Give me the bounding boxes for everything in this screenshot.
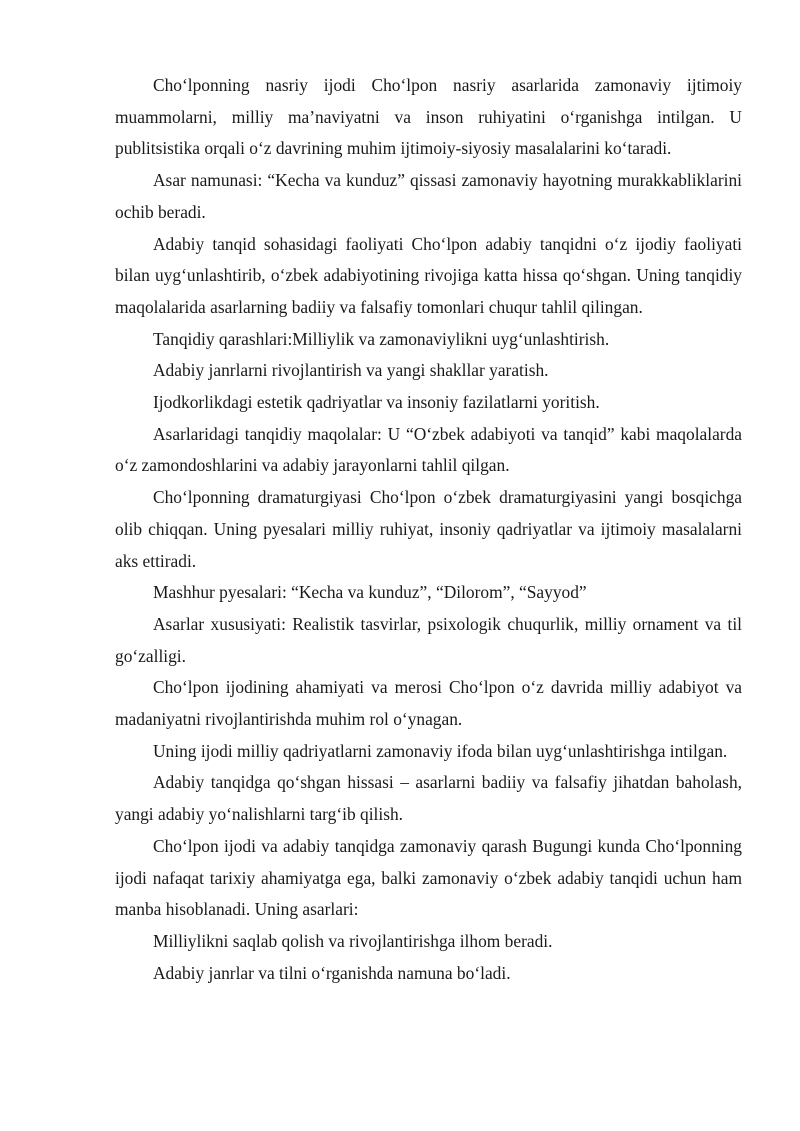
paragraph-estetik-qadriyatlar: Ijodkorlikdagi estetik qadriyatlar va insoniy fazilatlarni yoritish. bbox=[153, 392, 600, 413]
paragraph-janrlar: Adabiy janrlarni rivojlantirish va yangi shakllar yaratish. bbox=[153, 360, 549, 381]
paragraph-zamonaviy-qarash: Cho‘lpon ijodi va adabiy tanqidga zamonaviy qarash Bugungi kunda Cho‘lponning ijodi nafaqat tarixiy ahamiyatga ega, balki zamonaviy o‘zbek adabiy tanqidi uchun ham manba hisoblanadi. Uning asarlari: bbox=[115, 835, 742, 920]
paragraph-asarlar-xususiyati: Asarlar xususiyati: Realistik tasvirlar, psixologik chuqurlik, milliy ornament va til go‘zalligi. bbox=[115, 613, 742, 666]
paragraph-tanqidiy-maqolalar: Asarlaridagi tanqidiy maqolalar: U “O‘zbek adabiyoti va tanqid” kabi maqolalarda o‘z zamondoshlarini va adabiy jarayonlarni tahlil qilgan. bbox=[115, 423, 742, 476]
paragraph-mashhur-pyesalar: Mashhur pyesalari: “Kecha va kunduz”, “Dilorom”, “Sayyod” bbox=[153, 582, 587, 603]
paragraph-ahamiyati-merosi: Cho‘lpon ijodining ahamiyati va merosi Cho‘lpon o‘z davrida milliy adabiyot va madaniyatni rivojlantirishda muhim rol o‘ynagan. bbox=[115, 677, 742, 730]
paragraph-tanqidga-hissasi: Adabiy tanqidga qo‘shgan hissasi – asarlarni badiiy va falsafiy jihatdan baholash, yangi adabiy yo‘nalishlarni targ‘ib qilish. bbox=[115, 772, 742, 825]
paragraph-milliylikni-saqlash: Milliylikni saqlab qolish va rivojlantirishga ilhom beradi. bbox=[153, 930, 553, 951]
paragraph-nasriy-ijodi: Cho‘lponning nasriy ijodi Cho‘lpon nasriy asarlarida zamonaviy ijtimoiy muammolarni, milliy ma’naviyatni va inson ruhiyatini o‘rganishga intilgan. U publitsistika orqali o‘z davrining muhim ijtimoiy-siyosiy masalalarini ko‘taradi. bbox=[115, 75, 742, 159]
paragraph-asar-namunasi: Asar namunasi: “Kecha va kunduz” qissasi zamonaviy hayotning murakkabliklarini ochib beradi. bbox=[115, 170, 742, 222]
paragraph-dramaturgiya: Cho‘lponning dramaturgiyasi Cho‘lpon o‘zbek dramaturgiyasini yangi bosqichga olib chiqqan. Uning pyesalari milliy ruhiyat, insoniy qadriyatlar va ijtimoiy masalalarni aks ettiradi. bbox=[115, 487, 742, 571]
paragraph-adabiy-tanqid: Adabiy tanqid sohasidagi faoliyati Cho‘lpon adabiy tanqidni o‘z ijodiy faoliyati bilan uyg‘unlashtirib, o‘zbek adabiyotining rivojiga katta hissa qo‘shgan. Uning tanqidiy maqolalarida asarlarning badiiy va falsafiy tomonlari chuqur tahlil qilingan. bbox=[115, 233, 742, 317]
paragraph-milliy-qadriyatlar: Uning ijodi milliy qadriyatlarni zamonaviy ifoda bilan uyg‘unlashtirishga intilgan. bbox=[153, 740, 728, 761]
paragraph-namuna: Adabiy janrlar va tilni o‘rganishda namuna bo‘ladi. bbox=[153, 962, 511, 983]
paragraph-tanqidiy-qarashlari: Tanqidiy qarashlari:Milliylik va zamonaviylikni uyg‘unlashtirish. bbox=[153, 328, 610, 349]
document-body bbox=[115, 70, 742, 989]
